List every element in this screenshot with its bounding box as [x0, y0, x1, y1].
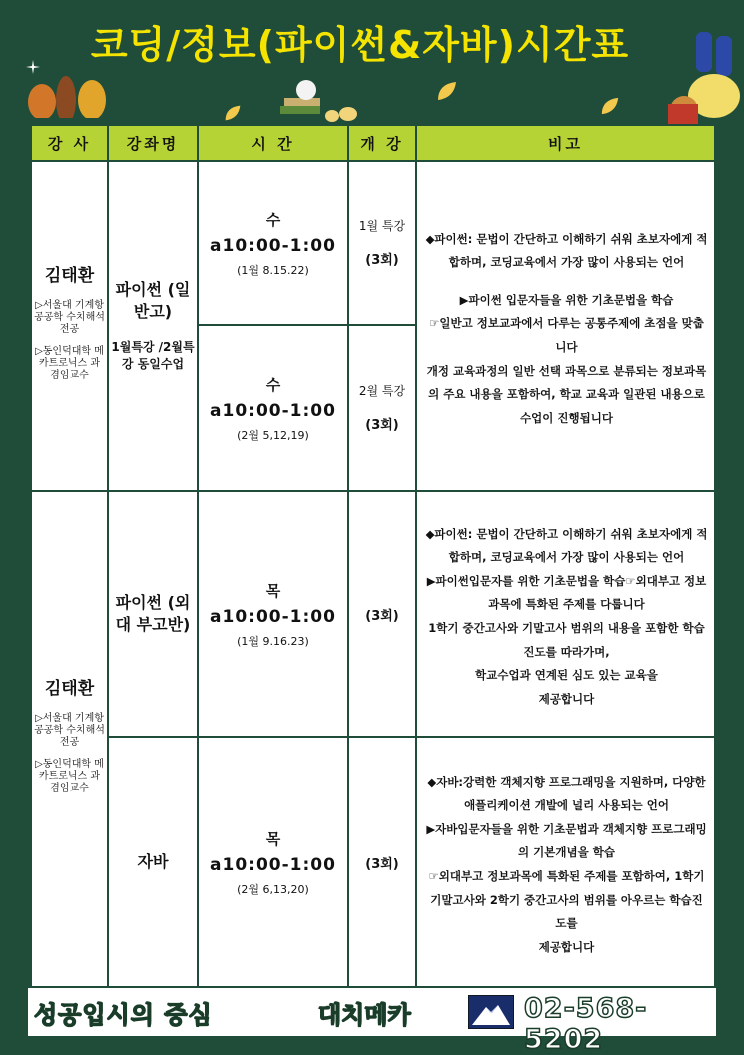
time-cell: [198, 325, 348, 491]
class-day: 목: [265, 581, 281, 600]
note-line: 1학기 중간고사와 기말고사 범위의 내용을 포함한 학습진도를 따라가며,: [428, 621, 705, 659]
footer-phone: 02-568-5202: [524, 993, 648, 1055]
header-open: 개 강: [348, 125, 416, 161]
instructor-cell: [31, 491, 108, 987]
open-label: 2월 특강: [358, 384, 406, 398]
open-cell: [348, 491, 416, 737]
reading-person-illustration: [660, 28, 744, 126]
duck-books-illustration: [270, 76, 366, 126]
header-note: 비고: [416, 125, 715, 161]
note-line: 학교수업과 연계된 심도 있는 교육을: [475, 668, 658, 683]
instructor-name: 김태환: [44, 678, 95, 699]
note-line: 개정 교육과정의 일반 선택 과목으로 분류되는 정보과목의 주요 내용을 포함하여, 학교 교육과 일관된 내용으로 수업이 진행됩니다: [426, 363, 707, 425]
class-time: a10:00-1:00: [210, 606, 336, 627]
class-day: 목: [265, 829, 281, 848]
class-dates: (2월 5,12,19): [237, 428, 309, 442]
course-cell: [108, 737, 198, 987]
header-instructor: 강 사: [31, 125, 108, 161]
schedule-table: [30, 124, 716, 988]
footer-slogan: 성공입시의 중심: [34, 1001, 213, 1029]
course-name: 파이썬 (외대 부고반): [115, 593, 191, 634]
leaf-icon: [436, 80, 458, 102]
footer-banner: [28, 988, 716, 1055]
instructor-career: ▷동인덕대학 메카트로닉스 과 겸임교수: [35, 758, 104, 794]
footer-brand: 대치메카: [318, 1001, 411, 1029]
tree-illustration: [22, 70, 112, 126]
open-cell: [348, 737, 416, 987]
note-line: 제공합니다: [538, 691, 595, 706]
note-line: ◆파이썬: 문법이 간단하고 이해하기 쉬워 초보자에게 적합하며, 코딩교육에서 가장 많이 사용되는 언어: [425, 526, 708, 565]
note-line: ☞외대부고 정보과목에 특화된 주제를 포함하여, 1학기 기말고사와 2학기 중간고사의 범위를 아우르는 학습진도를: [428, 869, 705, 931]
page-title: 코딩/정보(파이썬&자바)시간표: [90, 23, 630, 67]
time-cell: [198, 161, 348, 325]
note-line: ◆파이썬: 문법이 간단하고 이해하기 쉬워 초보자에게 적합하며, 코딩교육에서 가장 많이 사용되는 언어: [425, 231, 708, 270]
note-cell: [416, 737, 715, 987]
course-name: 자바: [137, 852, 169, 871]
session-count: (3회): [365, 856, 399, 872]
course-name: 파이썬 (일반고): [115, 280, 191, 321]
course-cell: [108, 491, 198, 737]
class-day: 수: [265, 210, 281, 229]
class-time: a10:00-1:00: [210, 235, 336, 256]
note-cell: [416, 491, 715, 737]
course-cell: [108, 161, 198, 491]
table-header-row: [31, 125, 715, 161]
header-course: 강좌명: [108, 125, 198, 161]
note-line: ◆자바:강력한 객체지향 프로그래밍을 지원하며, 다양한 애플리케이션 개발에 널리 사용되는 언어: [427, 774, 706, 813]
table-row: [31, 491, 715, 737]
open-label: 1월 특강: [358, 219, 406, 233]
mountain-logo-icon: [468, 995, 514, 1029]
class-day: 수: [265, 375, 281, 394]
time-cell: [198, 737, 348, 987]
note-cell: [416, 161, 715, 491]
note-line: ▶자바입문자들을 위한 기초문법과 객체지향 프로그래밍의 기본개념을 학습: [426, 821, 707, 860]
note-line: ☞일반고 정보교과에서 다루는 공통주제에 초점을 맞춥니다: [429, 316, 704, 354]
table-row: [31, 161, 715, 325]
note-line: 제공합니다: [538, 939, 595, 954]
note-line: ▶파이썬입문자를 위한 기초문법을 학습☞외대부고 정보과목에 특화된 주제를 다룹니다: [426, 573, 707, 612]
session-count: (3회): [365, 418, 399, 433]
open-cell: [348, 325, 416, 491]
instructor-cell: [31, 161, 108, 491]
leaf-icon: [600, 96, 620, 116]
class-time: a10:00-1:00: [210, 400, 336, 421]
sparkle-icon: [26, 60, 40, 74]
class-dates: (1월 9.16.23): [237, 634, 309, 648]
instructor-career: ▷서울대 기계항공공학 수치해석전공: [34, 712, 105, 748]
instructor-career: ▷동인덕대학 메카트로닉스 과 겸임교수: [35, 345, 104, 381]
table-row: [31, 737, 715, 987]
instructor-name: 김태환: [44, 265, 95, 286]
time-cell: [198, 491, 348, 737]
class-time: a10:00-1:00: [210, 854, 336, 875]
course-subtitle: 1월특강 /2월특강 동일수업: [111, 340, 195, 371]
note-line: ▶파이썬 입문자들을 위한 기초문법을 학습: [459, 292, 674, 307]
class-dates: (2월 6,13,20): [237, 882, 309, 896]
open-cell: [348, 161, 416, 325]
instructor-career: ▷서울대 기계항공공학 수치해석전공: [34, 299, 105, 335]
session-count: (3회): [365, 608, 399, 624]
session-count: (3회): [365, 253, 399, 268]
class-dates: (1월 8.15.22): [237, 263, 309, 277]
header-time: 시 간: [198, 125, 348, 161]
leaf-icon: [224, 104, 242, 122]
